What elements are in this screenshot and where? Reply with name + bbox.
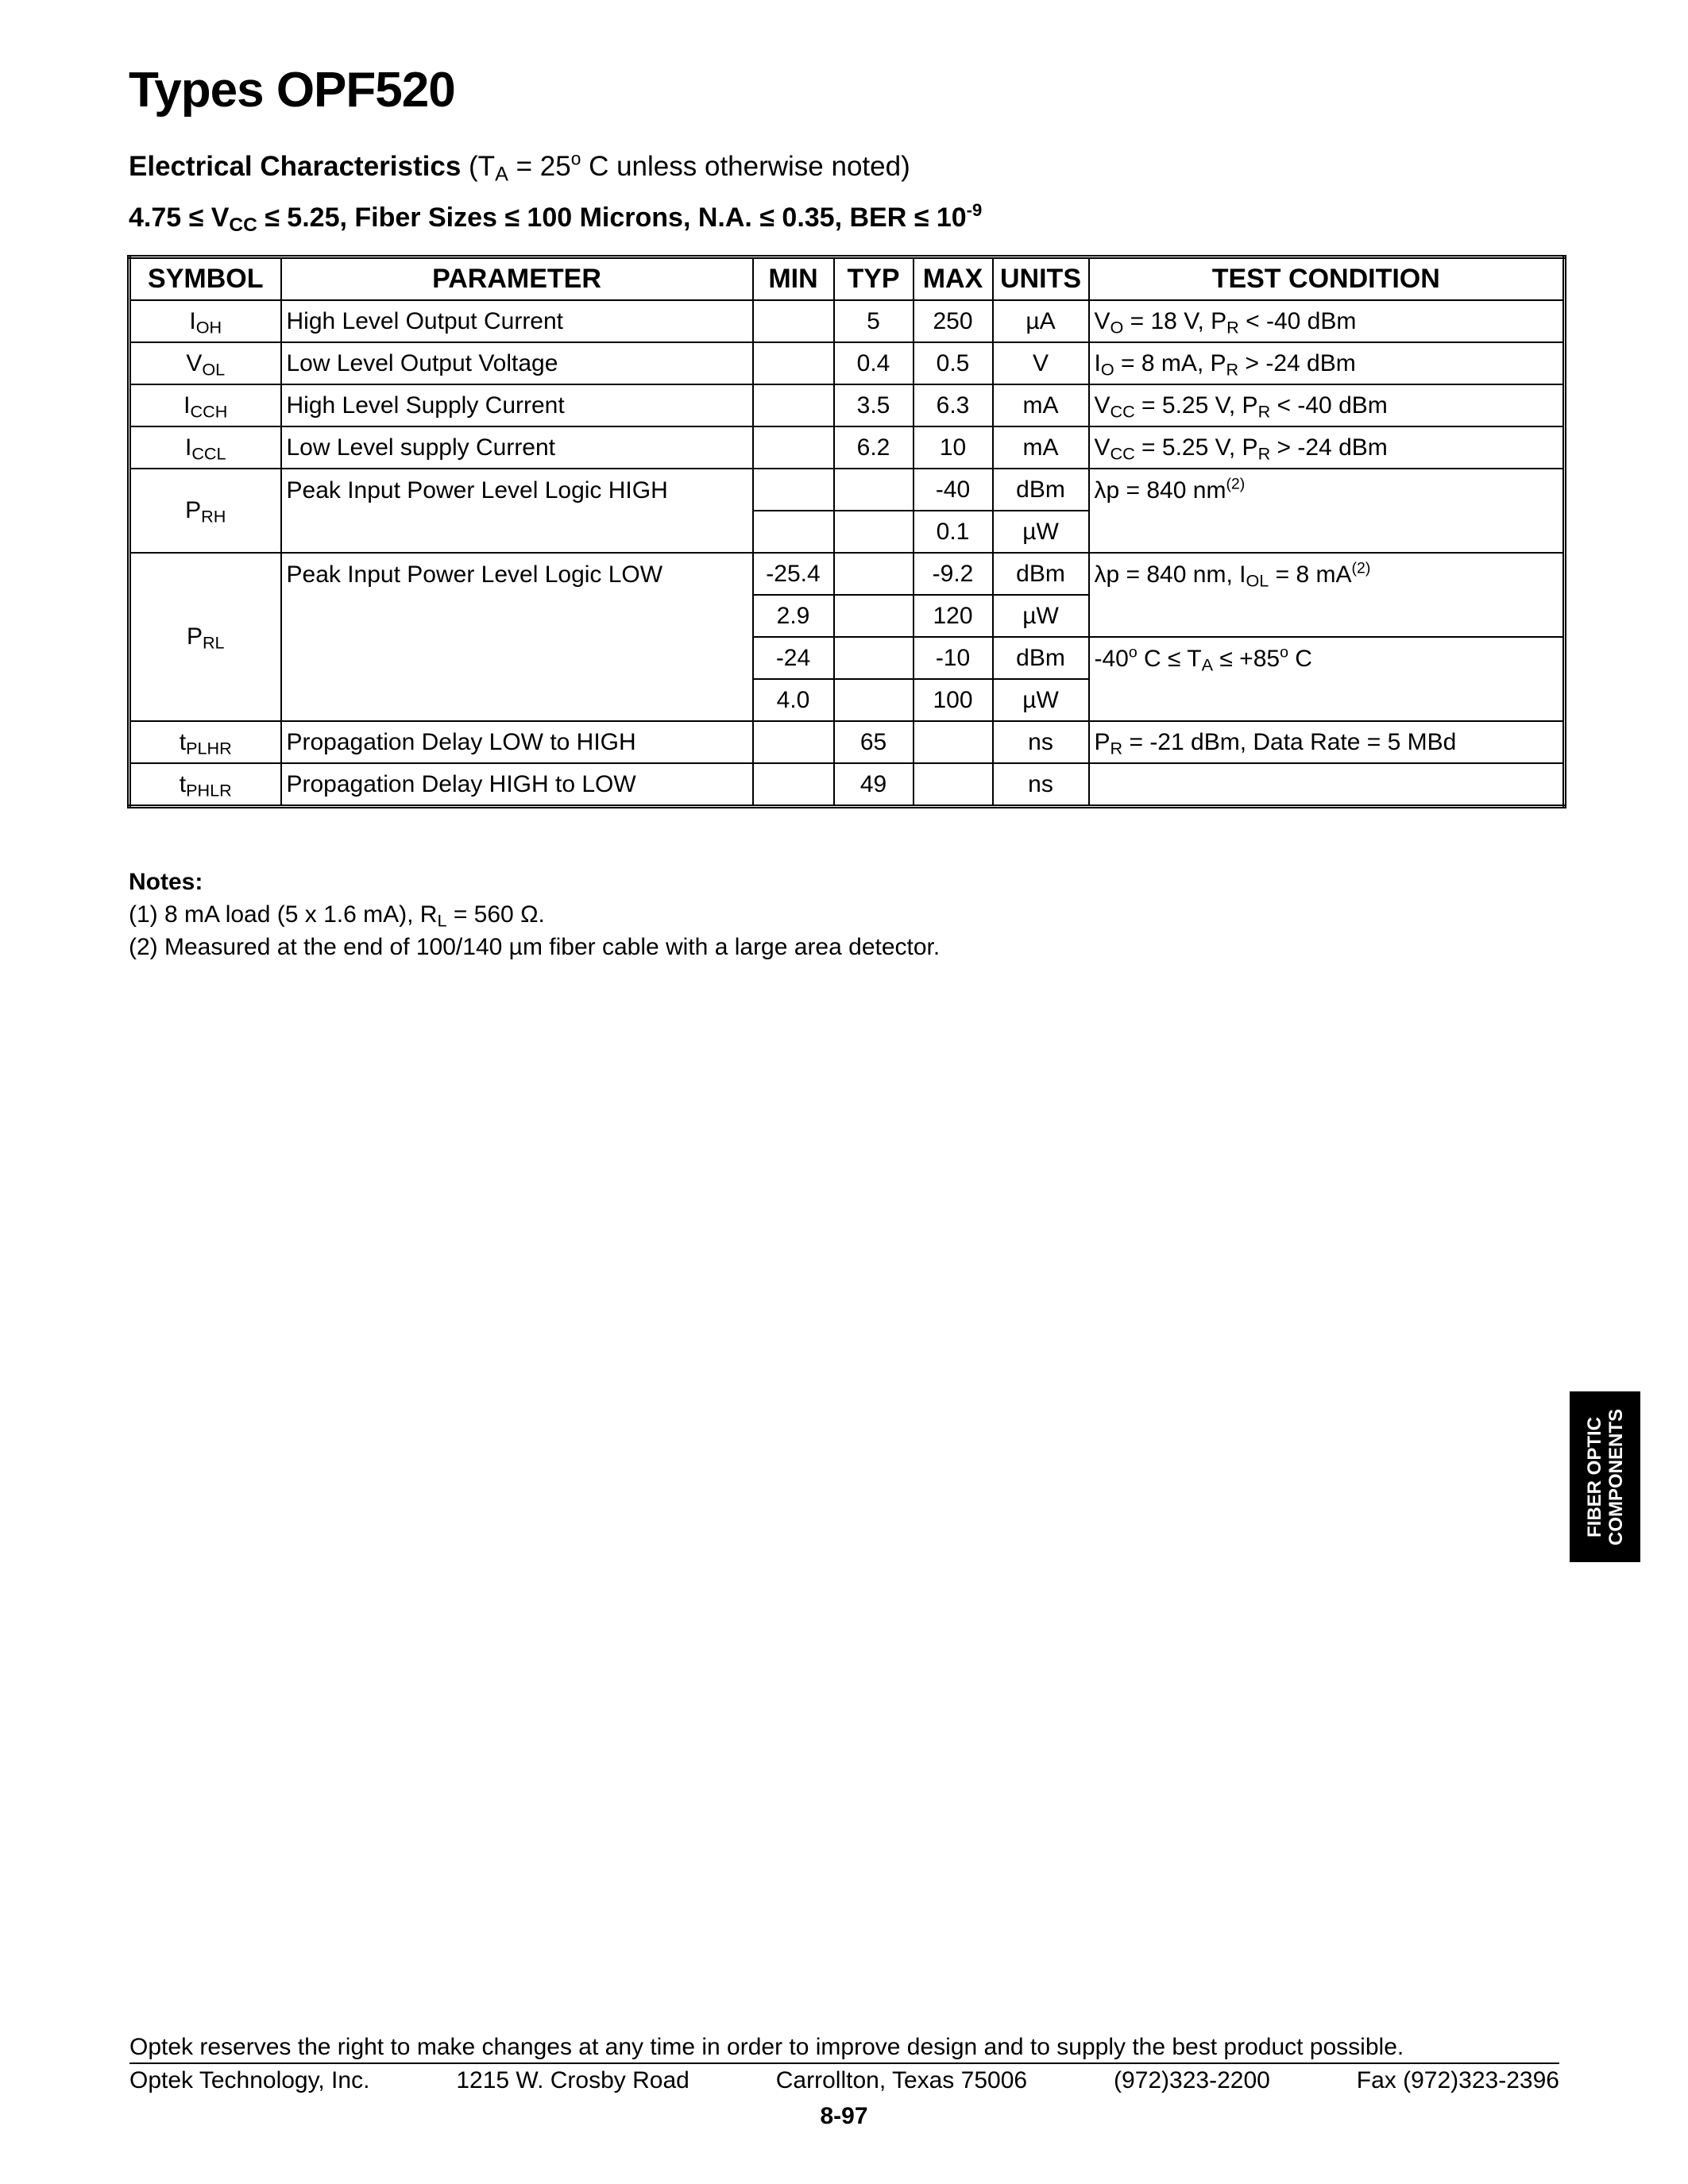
text-segment: = 18 V, P (1123, 307, 1227, 334)
max-cell (914, 721, 993, 763)
column-header: TYP (834, 257, 914, 301)
subscript: A (1201, 654, 1214, 675)
text-segment: = 8 mA (1269, 561, 1352, 588)
subscript: CC (229, 214, 257, 237)
text-segment: ≤ +85 (1213, 646, 1280, 672)
supscript: (2) (1226, 475, 1246, 493)
typ-cell: 3.5 (834, 384, 914, 426)
subscript: CCL (191, 442, 226, 463)
column-header: PARAMETER (281, 257, 753, 301)
max-cell: 100 (914, 679, 993, 721)
typ-cell: 49 (834, 763, 914, 807)
subscript: R (1110, 737, 1123, 758)
text-segment: (2) Measured at the end of 100/140 µm fiber cable with a large area detector. (129, 934, 941, 960)
text-segment: V (1094, 392, 1111, 419)
text-segment: < -40 dBm (1270, 392, 1388, 419)
parameter-cell: Low Level supply Current (281, 426, 753, 469)
max-cell (914, 763, 993, 807)
min-cell: 2.9 (753, 595, 834, 637)
text-segment: ≤ 5.25, Fiber Sizes ≤ 100 Microns, N.A. ≤ 0.35, BER ≤ 10 (257, 203, 967, 233)
text-segment: (1) 8 mA load (5 x 1.6 mA), R (129, 901, 438, 928)
column-header: TEST CONDITION (1089, 257, 1565, 301)
text-segment: I (189, 307, 196, 334)
text-segment: t (179, 770, 187, 797)
notes (129, 866, 940, 963)
typ-cell (834, 511, 914, 553)
min-cell: -24 (753, 637, 834, 679)
test-condition-cell (1089, 384, 1565, 426)
min-cell (753, 469, 834, 511)
units-cell: dBm (993, 637, 1089, 679)
table-row (129, 469, 1565, 511)
max-cell: 0.1 (914, 511, 993, 553)
min-cell (753, 511, 834, 553)
text-segment: λp = 840 nm, I (1094, 561, 1246, 588)
supscript: -9 (966, 199, 983, 220)
table-row (129, 721, 1565, 763)
max-cell: 120 (914, 595, 993, 637)
subscript: CC (1110, 400, 1135, 421)
footer-street: 1215 W. Crosby Road (456, 2067, 689, 2093)
note-2 (129, 931, 940, 963)
table-row (129, 426, 1565, 469)
min-cell (753, 342, 834, 384)
subscript: OL (202, 358, 226, 379)
text-segment: = 5.25 V, P (1134, 392, 1258, 419)
typ-cell (834, 637, 914, 679)
symbol-cell (129, 342, 281, 384)
parameter-cell: Peak Input Power Level Logic LOW (281, 553, 753, 721)
text-segment: 4.75 ≤ V (129, 203, 230, 233)
supscript: o (1128, 643, 1138, 662)
units-cell: V (993, 342, 1089, 384)
test-condition-cell (1089, 342, 1565, 384)
units-cell: dBm (993, 469, 1089, 511)
text-segment: I (1094, 349, 1101, 376)
parameter-cell: High Level Supply Current (281, 384, 753, 426)
subscript: O (1110, 316, 1124, 337)
text-segment: > -24 dBm (1270, 434, 1388, 461)
parameter-cell: Propagation Delay HIGH to LOW (281, 763, 753, 807)
symbol-cell (129, 384, 281, 426)
subscript: OL (1246, 570, 1269, 591)
max-cell: -10 (914, 637, 993, 679)
max-cell: 0.5 (914, 342, 993, 384)
note-1 (129, 898, 940, 931)
typ-cell (834, 595, 914, 637)
section-tab-line1: FIBER OPTIC (1583, 1416, 1605, 1538)
notes-heading: Notes: (129, 869, 203, 895)
table-row (129, 384, 1565, 426)
subscript: CC (1110, 442, 1135, 463)
test-condition-cell (1089, 763, 1565, 807)
test-condition-cell (1089, 300, 1565, 342)
footer-phone: (972)323-2200 (1114, 2067, 1270, 2093)
subscript: OH (195, 316, 222, 337)
units-cell: µW (993, 511, 1089, 553)
units-cell: dBm (993, 553, 1089, 595)
min-cell (753, 721, 834, 763)
symbol-cell (129, 426, 281, 469)
text-segment: P (186, 623, 203, 650)
parameter-cell: Propagation Delay LOW to HIGH (281, 721, 753, 763)
operating-conditions (129, 199, 983, 237)
text-segment: = 560 Ω. (446, 901, 545, 928)
subscript: R (1257, 442, 1271, 463)
symbol-cell (129, 721, 281, 763)
units-cell: ns (993, 763, 1089, 807)
text-segment: = 5.25 V, P (1134, 434, 1258, 461)
subscript: O (1100, 358, 1114, 379)
section-tab (1570, 1391, 1640, 1562)
supscript: o (570, 148, 581, 169)
text-segment: I (183, 392, 191, 419)
typ-cell: 6.2 (834, 426, 914, 469)
test-condition-cell (1089, 637, 1565, 721)
table-row (129, 763, 1565, 807)
typ-cell (834, 553, 914, 595)
column-header: UNITS (993, 257, 1089, 301)
footer-address (129, 2067, 1559, 2094)
typ-cell: 65 (834, 721, 914, 763)
text-segment: (T (461, 151, 496, 182)
symbol-cell (129, 300, 281, 342)
max-cell: -9.2 (914, 553, 993, 595)
table-row (129, 553, 1565, 595)
text-segment: C unless otherwise noted) (581, 151, 910, 182)
max-cell: 250 (914, 300, 993, 342)
section-tab-line2: COMPONENTS (1605, 1408, 1627, 1545)
subscript: A (495, 163, 508, 186)
text-segment: = -21 dBm, Data Rate = 5 MBd (1122, 728, 1457, 755)
typ-cell (834, 679, 914, 721)
electrical-characteristics-table (127, 255, 1566, 808)
max-cell: 10 (914, 426, 993, 469)
units-cell: mA (993, 384, 1089, 426)
typ-cell: 5 (834, 300, 914, 342)
text-segment: V (1094, 434, 1111, 461)
column-header: MIN (753, 257, 834, 301)
min-cell (753, 300, 834, 342)
test-condition-cell (1089, 721, 1565, 763)
supscript: (2) (1351, 559, 1371, 577)
max-cell: 6.3 (914, 384, 993, 426)
units-cell: ns (993, 721, 1089, 763)
min-cell: -25.4 (753, 553, 834, 595)
symbol-cell (129, 763, 281, 807)
text-segment: = 8 mA, P (1114, 349, 1226, 376)
min-cell (753, 426, 834, 469)
text-segment: C ≤ T (1137, 646, 1202, 672)
parameter-cell: High Level Output Current (281, 300, 753, 342)
subscript: RH (201, 506, 226, 527)
max-cell: -40 (914, 469, 993, 511)
text-segment: λp = 840 nm (1094, 477, 1226, 504)
column-header: SYMBOL (129, 257, 281, 301)
typ-cell (834, 469, 914, 511)
units-cell: mA (993, 426, 1089, 469)
footer-company: Optek Technology, Inc. (129, 2067, 370, 2093)
subscript: R (1226, 316, 1239, 337)
units-cell: µW (993, 595, 1089, 637)
footer-disclaimer: Optek reserves the right to make changes at any time in order to improve design and to supply the best product possible. (129, 2034, 1559, 2064)
units-cell: µW (993, 679, 1089, 721)
subscript: R (1257, 400, 1271, 421)
typ-cell: 0.4 (834, 342, 914, 384)
text-segment: = 25 (508, 151, 571, 182)
electrical-characteristics-heading (129, 148, 910, 186)
text-segment: C (1288, 646, 1312, 672)
text-segment: -40 (1094, 646, 1129, 672)
text-segment: V (1094, 307, 1111, 334)
min-cell (753, 763, 834, 807)
min-cell (753, 384, 834, 426)
footer-fax: Fax (972)323-2396 (1356, 2067, 1559, 2093)
page-number: 8-97 (820, 2103, 868, 2129)
heading-bold: Electrical Characteristics (129, 151, 462, 182)
min-cell: 4.0 (753, 679, 834, 721)
supscript: o (1280, 643, 1288, 662)
text-segment: t (179, 728, 187, 755)
test-condition-cell (1089, 426, 1565, 469)
subscript: R (1226, 358, 1239, 379)
text-segment: V (186, 349, 203, 376)
parameter-cell: Low Level Output Voltage (281, 342, 753, 384)
table-row (129, 300, 1565, 342)
page-title: Types OPF520 (129, 63, 455, 118)
text-segment: I (184, 434, 192, 461)
text-segment: P (185, 497, 202, 523)
table-row (129, 342, 1565, 384)
table-header-row (129, 257, 1565, 301)
subscript: CCH (190, 400, 228, 421)
text-segment: P (1094, 728, 1111, 755)
subscript: PLHR (186, 737, 232, 758)
units-cell: µA (993, 300, 1089, 342)
column-header: MAX (914, 257, 993, 301)
subscript: RL (202, 632, 225, 653)
symbol-cell (129, 469, 281, 553)
text-segment: > -24 dBm (1238, 349, 1356, 376)
heading-note (461, 148, 910, 186)
parameter-cell: Peak Input Power Level Logic HIGH (281, 469, 753, 553)
text-segment: < -40 dBm (1238, 307, 1357, 334)
footer-city: Carrollton, Texas 75006 (775, 2067, 1028, 2093)
subscript: L (437, 910, 447, 931)
symbol-cell (129, 553, 281, 721)
subscript: PHLR (186, 779, 232, 800)
test-condition-cell (1089, 469, 1565, 553)
test-condition-cell (1089, 553, 1565, 637)
